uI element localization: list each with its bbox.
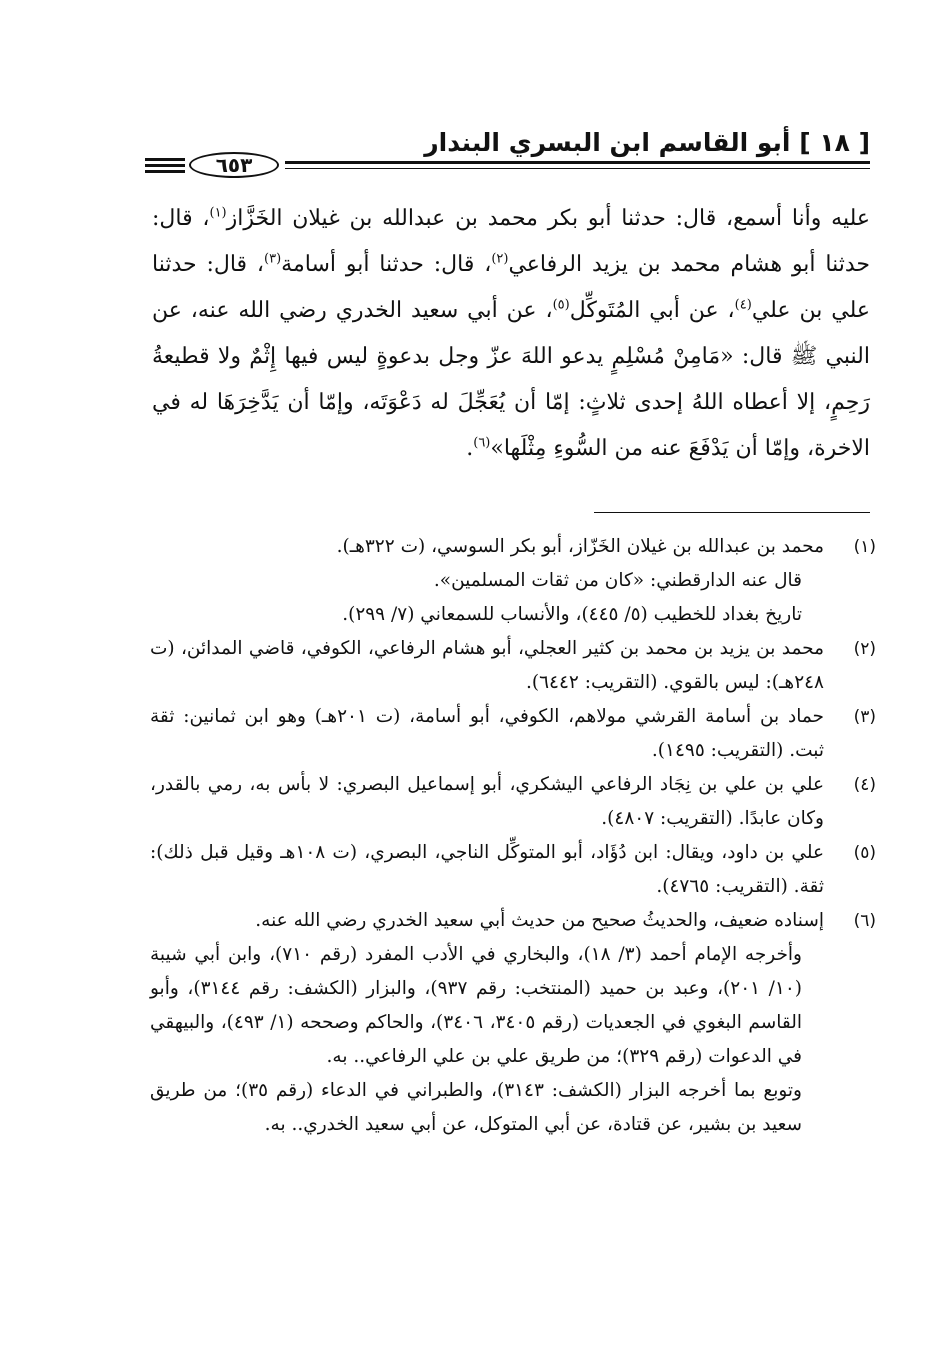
main-text-segment: ، قال: حدثنا أبو هشام محمد بن يزيد الرفاعي xyxy=(152,206,871,277)
header-rule xyxy=(145,150,870,180)
main-text xyxy=(152,196,870,472)
footnote-body xyxy=(150,530,824,632)
main-text-segment: . xyxy=(466,436,474,461)
footnote-body xyxy=(150,768,824,836)
footnote-line: إسناده ضعيف، والحديثُ صحيح من حديث أبي سعيد الخدري رضي الله عنه. xyxy=(255,910,824,931)
footnote-number: (٣) xyxy=(853,707,876,727)
main-text-segment: ، عن أبي المُتَوكِّل xyxy=(569,298,735,323)
footnote-item xyxy=(150,836,876,904)
footnote-ref-6: (٦) xyxy=(473,435,491,451)
main-text-segment: عليه وأنا أسمع، قال: حدثنا أبو بكر محمد بن عبدالله بن غيلان الخَزَّاز xyxy=(226,206,870,231)
main-text-segment: ، قال: حدثنا أبو أسامة xyxy=(281,252,492,277)
footnote-line: حماد بن أسامة القرشي مولاهم، الكوفي، أبو أسامة، (ت ٢٠١هـ) وهو ابن ثمانين: ثقة ثبت. (التقريب: ١٤٩٥). xyxy=(150,706,824,761)
footnote-line: محمد بن يزيد بن محمد بن كثير العجلي، أبو هشام الرفاعي، الكوفي، قاضي المدائن، (ت ٢٤٨هـ): ليس بالقوي. (التقريب: ٦٤٤٢). xyxy=(150,638,824,693)
footnotes-list xyxy=(150,530,876,1142)
footnote-number: (٢) xyxy=(853,639,876,659)
footnote-ref-4: (٤) xyxy=(734,297,752,313)
footnote-body xyxy=(150,700,824,768)
main-text-segment: ، عن أبي سعيد الخدري رضي الله عنه، عن النبي ﷺ قال: «مَامِنْ مُسْلِمٍ يدعو اللهَ عزّ وجل بدعوةٍ ليس فيها إِثْمٌ ولا قطيعةُ رَحِمٍ، إلا أعطاه اللهُ إحدى ثلاثٍ: إمّا أن يُعَجِّلَ له دَعْوَتَه، وإمّا أن يَدَّخِرَهَا له في الاخرة، وإمّا أن يَدْفَعَ عنه من السُّوءِ مِثْلَها» xyxy=(152,298,870,461)
footnote-line: علي بن علي بن نِجَاد الرفاعي اليشكري، أبو إسماعيل البصري: لا بأس به، رمي بالقدر، وكان عابدًا. (التقريب: ٤٨٠٧). xyxy=(150,774,824,829)
page-number: ٦٥٣ xyxy=(189,152,279,178)
footnote-ref-1: (١) xyxy=(209,205,227,221)
left-bars-ornament xyxy=(145,158,185,173)
footnote-ref-3: (٣) xyxy=(264,251,282,267)
footnote-line: وتوبع بما أخرجه البزار (الكشف: ٣١٤٣)، والطبراني في الدعاء (رقم ٣٥)؛ من طريق سعيد بن بشير، عن قتادة، عن أبي المتوكل، عن أبي سعيد الخدري.. به. xyxy=(150,1080,802,1135)
footnote-number: (١) xyxy=(853,537,876,557)
footnote-body xyxy=(150,836,824,904)
footnote-item xyxy=(150,700,876,768)
footnote-number: (٥) xyxy=(853,843,876,863)
footnote-line: وأخرجه الإمام أحمد (٣/ ١٨)، والبخاري في الأدب المفرد (رقم ٧١٠)، وابن أبي شيبة (١٠/ ٢٠١)، وعبد بن حميد (المنتخب: رقم ٩٣٧)، والبزار (الكشف: رقم ٣١٤٤)، وأبو القاسم البغوي في الجعديات (رقم ٣٤٠٥، ٣٤٠٦)، والحاكم وصححه (١/ ٤٩٣)، والبيهقي في الدعوات (رقم ٣٢٩)؛ من طريق علي بن علي الرفاعي.. به. xyxy=(150,944,802,1067)
footnote-item xyxy=(150,530,876,632)
chapter-title: [ ١٨ ] أبو القاسم ابن البسري البندار xyxy=(424,127,870,157)
main-text-segment: ، قال: حدثنا علي بن علي xyxy=(152,252,870,323)
footnote-line: محمد بن عبدالله بن غيلان الخَزّاز، أبو بكر السوسي، (ت ٣٢٢هـ). xyxy=(336,536,824,557)
footnote-line: تاريخ بغداد للخطيب (٥/ ٤٤٥)، والأنساب للسمعاني (٧/ ٢٩٩). xyxy=(342,604,802,625)
footnote-line: قال عنه الدارقطني: «كان من ثقات المسلمين». xyxy=(433,570,802,591)
footnote-body xyxy=(150,904,824,1142)
footnote-number: (٤) xyxy=(853,775,876,795)
footnote-line: علي بن داود، ويقال: ابن دُؤَاد، أبو المتوكِّل الناجي، البصري، (ت ١٠٨هـ وقيل قبل ذلك): ثقة. (التقريب: ٤٧٦٥). xyxy=(150,842,824,897)
footnote-ref-2: (٢) xyxy=(491,251,509,267)
footnote-separator xyxy=(594,512,870,513)
footnote-item xyxy=(150,768,876,836)
footnote-item xyxy=(150,904,876,1142)
footnote-number: (٦) xyxy=(853,911,876,931)
right-rule-lines xyxy=(285,161,870,169)
footnote-ref-5: (٥) xyxy=(552,297,570,313)
footnote-item xyxy=(150,632,876,700)
footnote-body xyxy=(150,632,824,700)
